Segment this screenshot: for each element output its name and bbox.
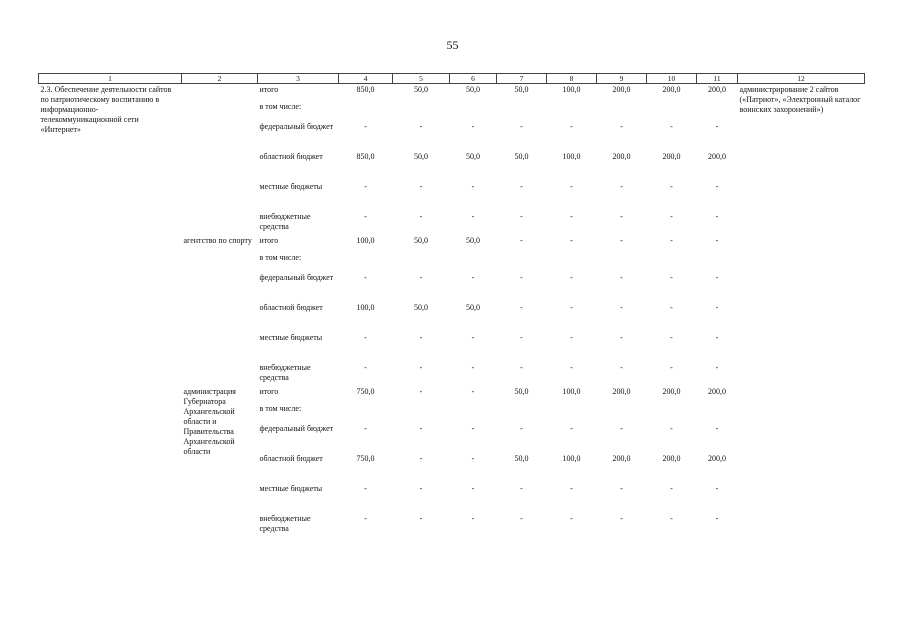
amount-cell: - xyxy=(471,423,475,433)
amount-cell xyxy=(597,101,647,121)
amount-cell xyxy=(597,252,647,272)
amount-cell: - xyxy=(570,302,573,312)
amount-cell: - xyxy=(620,235,623,245)
amount-cell: 50,0 xyxy=(466,235,480,245)
amount-cell xyxy=(647,252,697,272)
amount-cell xyxy=(547,252,597,272)
executor-name: агентство по спорту xyxy=(183,235,252,245)
amount-cell: 750,0 xyxy=(356,453,375,463)
amount-cell: - xyxy=(670,362,673,372)
column-header: 8 xyxy=(547,74,597,84)
amount-cell: - xyxy=(715,483,719,493)
amount-cell: 100,0 xyxy=(562,85,581,94)
amount-cell xyxy=(450,101,497,121)
amount-cell: 200,0 xyxy=(662,453,681,463)
amount-cell: - xyxy=(520,211,523,221)
amount-cell xyxy=(547,101,597,121)
amount-cell: 50,0 xyxy=(414,85,428,94)
funding-source: внебюджетные средства xyxy=(259,362,311,382)
funding-source: областной бюджет xyxy=(259,453,323,463)
amount-cell: - xyxy=(620,121,623,131)
amount-cell: - xyxy=(520,362,523,372)
amount-cell: - xyxy=(520,423,523,433)
column-header: 9 xyxy=(597,74,647,84)
amount-cell: - xyxy=(364,121,367,131)
amount-cell: 100,0 xyxy=(562,453,581,463)
executor-name: администрация Губернатора Архангельской области и Правительства Архангельской области xyxy=(183,386,236,456)
amount-cell: 200,0 xyxy=(612,453,631,463)
funding-source: внебюджетные средства xyxy=(259,211,311,231)
amount-cell: 200,0 xyxy=(708,453,726,463)
amount-cell: 100,0 xyxy=(356,235,375,245)
amount-cell: - xyxy=(471,483,475,493)
funding-source: итого xyxy=(259,386,279,396)
amount-cell: - xyxy=(419,362,423,372)
amount-cell: - xyxy=(419,423,423,433)
amount-cell: - xyxy=(670,513,673,523)
amount-cell: 850,0 xyxy=(356,151,375,161)
amount-cell: - xyxy=(670,302,673,312)
amount-cell: - xyxy=(471,332,475,342)
amount-cell: - xyxy=(620,272,623,282)
funding-source: внебюджетные средства xyxy=(259,513,311,533)
funding-source: итого xyxy=(259,235,279,245)
executor-name xyxy=(182,84,258,235)
amount-cell: - xyxy=(471,453,475,463)
amount-cell xyxy=(697,252,738,272)
amount-cell xyxy=(697,403,738,423)
amount-cell xyxy=(393,101,450,121)
page-number: 55 xyxy=(446,38,459,52)
result-note: администрирование 2 сайтов («Патриот», «Электронный каталог воинских захоронений») xyxy=(739,85,861,114)
amount-cell: 750,0 xyxy=(356,386,375,396)
amount-cell: 50,0 xyxy=(466,85,480,94)
header-row xyxy=(39,74,865,84)
amount-cell: - xyxy=(520,272,523,282)
amount-cell xyxy=(647,403,697,423)
amount-cell: - xyxy=(471,386,475,396)
amount-cell: - xyxy=(364,272,367,282)
amount-cell: - xyxy=(620,483,623,493)
amount-cell: - xyxy=(570,332,573,342)
amount-cell: - xyxy=(715,423,719,433)
amount-cell: 200,0 xyxy=(708,85,726,94)
funding-source: местные бюджеты xyxy=(259,332,323,342)
amount-cell: - xyxy=(715,211,719,221)
amount-cell: - xyxy=(471,272,475,282)
amount-cell xyxy=(450,252,497,272)
amount-cell: 50,0 xyxy=(466,151,480,161)
amount-cell: 100,0 xyxy=(562,151,581,161)
amount-cell: - xyxy=(570,362,573,372)
column-header: 1 xyxy=(39,74,182,84)
amount-cell: - xyxy=(419,453,423,463)
amount-cell: - xyxy=(364,483,367,493)
amount-cell xyxy=(339,403,393,423)
amount-cell: - xyxy=(670,423,673,433)
amount-cell: 100,0 xyxy=(356,302,375,312)
amount-cell: - xyxy=(620,181,623,191)
amount-cell: - xyxy=(471,211,475,221)
funding-source: местные бюджеты xyxy=(259,483,323,493)
funding-source: федеральный бюджет xyxy=(259,423,334,433)
amount-cell: 50,0 xyxy=(466,302,480,312)
funding-source: в том числе: xyxy=(259,101,302,111)
funding-source: в том числе: xyxy=(259,252,302,262)
amount-cell: 200,0 xyxy=(612,151,631,161)
funding-source: в том числе: xyxy=(259,403,302,413)
table-row xyxy=(39,84,865,101)
amount-cell: - xyxy=(419,332,423,342)
funding-source: федеральный бюджет xyxy=(259,272,334,282)
amount-cell: 850,0 xyxy=(356,85,375,94)
column-header: 7 xyxy=(497,74,547,84)
amount-cell: - xyxy=(520,483,523,493)
amount-cell xyxy=(497,252,547,272)
amount-cell: - xyxy=(620,362,623,372)
amount-cell: - xyxy=(670,235,673,245)
amount-cell: - xyxy=(670,121,673,131)
amount-cell: - xyxy=(570,181,573,191)
amount-cell: - xyxy=(570,423,573,433)
amount-cell: 50,0 xyxy=(514,386,529,396)
amount-cell: 50,0 xyxy=(414,151,428,161)
amount-cell: - xyxy=(520,121,523,131)
amount-cell: - xyxy=(364,423,367,433)
amount-cell: - xyxy=(715,362,719,372)
budget-table xyxy=(38,73,865,537)
amount-cell: - xyxy=(419,272,423,282)
amount-cell xyxy=(647,101,697,121)
amount-cell: - xyxy=(419,211,423,221)
amount-cell: - xyxy=(520,332,523,342)
amount-cell xyxy=(547,403,597,423)
amount-cell: - xyxy=(419,121,423,131)
amount-cell: - xyxy=(570,272,573,282)
funding-source: областной бюджет xyxy=(259,151,323,161)
amount-cell: - xyxy=(620,423,623,433)
amount-cell: - xyxy=(364,181,367,191)
amount-cell xyxy=(339,252,393,272)
column-header: 2 xyxy=(182,74,258,84)
amount-cell: - xyxy=(670,272,673,282)
amount-cell: 200,0 xyxy=(662,151,681,161)
amount-cell: 200,0 xyxy=(708,386,726,396)
amount-cell: 50,0 xyxy=(514,453,529,463)
column-header: 11 xyxy=(697,74,738,84)
amount-cell: - xyxy=(620,211,623,221)
amount-cell: - xyxy=(715,121,719,131)
amount-cell: - xyxy=(471,362,475,372)
amount-cell: - xyxy=(570,121,573,131)
amount-cell: - xyxy=(570,211,573,221)
amount-cell: 200,0 xyxy=(612,85,631,94)
amount-cell: 200,0 xyxy=(612,386,631,396)
column-header: 10 xyxy=(647,74,697,84)
amount-cell: 50,0 xyxy=(414,302,428,312)
amount-cell: - xyxy=(471,121,475,131)
amount-cell: - xyxy=(670,483,673,493)
amount-cell: - xyxy=(570,235,573,245)
amount-cell xyxy=(393,403,450,423)
amount-cell xyxy=(697,101,738,121)
amount-cell: - xyxy=(670,181,673,191)
amount-cell: - xyxy=(570,513,573,523)
amount-cell: - xyxy=(670,332,673,342)
amount-cell xyxy=(497,403,547,423)
amount-cell: - xyxy=(419,386,423,396)
amount-cell: 200,0 xyxy=(662,85,681,94)
funding-source: областной бюджет xyxy=(259,302,323,312)
amount-cell: - xyxy=(419,181,423,191)
amount-cell: - xyxy=(520,302,523,312)
amount-cell: - xyxy=(715,181,719,191)
amount-cell: - xyxy=(364,211,367,221)
amount-cell: 200,0 xyxy=(662,386,681,396)
funding-source: итого xyxy=(259,85,279,94)
amount-cell xyxy=(450,403,497,423)
column-header: 12 xyxy=(738,74,865,84)
amount-cell: - xyxy=(620,332,623,342)
amount-cell: 50,0 xyxy=(414,235,428,245)
funding-source: местные бюджеты xyxy=(259,181,323,191)
funding-source: федеральный бюджет xyxy=(259,121,334,131)
amount-cell: - xyxy=(364,362,367,372)
amount-cell: - xyxy=(520,181,523,191)
amount-cell: - xyxy=(364,513,367,523)
amount-cell: - xyxy=(670,211,673,221)
amount-cell xyxy=(597,403,647,423)
amount-cell xyxy=(393,252,450,272)
amount-cell: - xyxy=(715,272,719,282)
amount-cell: - xyxy=(520,513,523,523)
amount-cell: - xyxy=(715,302,719,312)
amount-cell: 200,0 xyxy=(708,151,726,161)
column-header: 5 xyxy=(393,74,450,84)
amount-cell: - xyxy=(570,483,573,493)
amount-cell xyxy=(339,101,393,121)
amount-cell: - xyxy=(471,513,475,523)
amount-cell: - xyxy=(620,513,623,523)
column-header: 4 xyxy=(339,74,393,84)
amount-cell: - xyxy=(364,332,367,342)
column-header: 6 xyxy=(450,74,497,84)
amount-cell: - xyxy=(715,332,719,342)
amount-cell: - xyxy=(419,513,423,523)
amount-cell: - xyxy=(715,513,719,523)
measure-name: 2.3. Обеспечение деятельности сайтов по патриотическому воспитанию в информационно-телекоммуникационной сети «Интернет» xyxy=(40,85,172,134)
amount-cell: 50,0 xyxy=(514,85,529,94)
amount-cell xyxy=(497,101,547,121)
amount-cell: - xyxy=(620,302,623,312)
amount-cell: 50,0 xyxy=(514,151,529,161)
amount-cell: - xyxy=(520,235,523,245)
amount-cell: - xyxy=(471,181,475,191)
amount-cell: 100,0 xyxy=(562,386,581,396)
amount-cell: - xyxy=(715,235,719,245)
amount-cell: - xyxy=(419,483,423,493)
column-header: 3 xyxy=(258,74,339,84)
